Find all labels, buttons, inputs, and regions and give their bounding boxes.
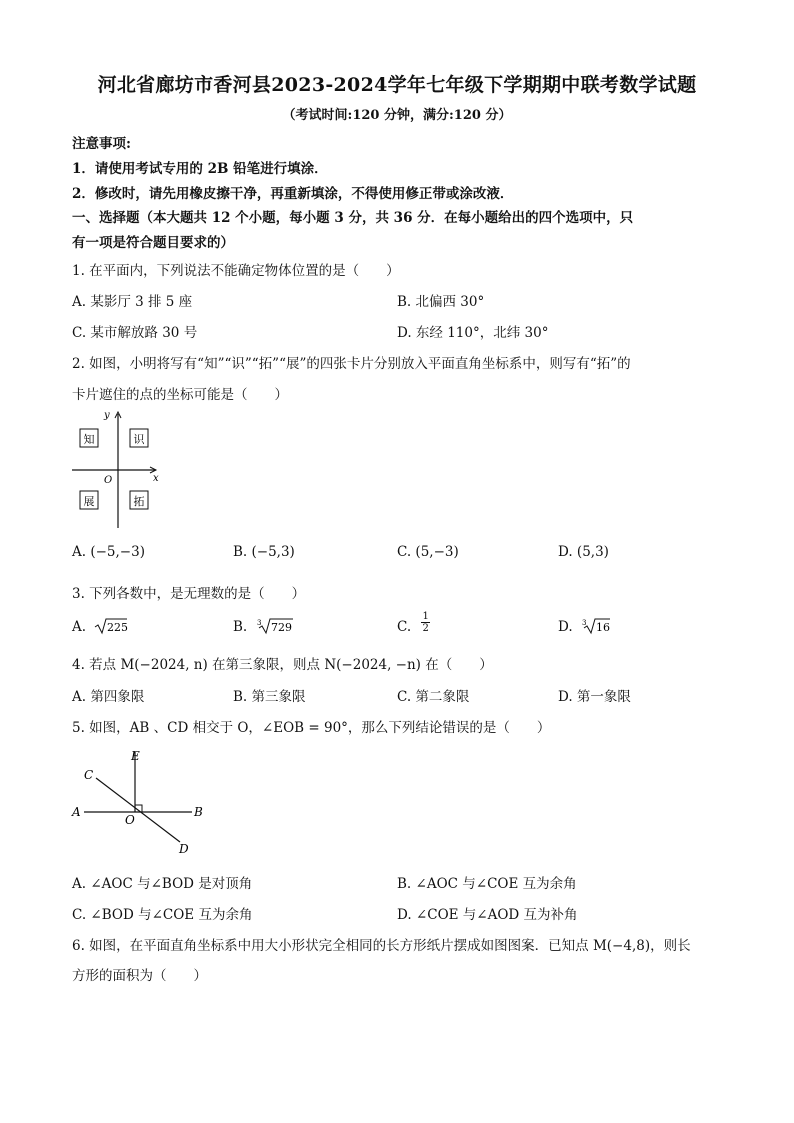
origin-label: O	[104, 475, 113, 486]
question-5-option-c: C. ∠BOD 与∠COE 互为余角	[72, 907, 253, 923]
section-heading-line-2: 有一项是符合题目要求的）	[72, 235, 234, 251]
question-2-stem-line-1: 2. 如图，小明将写有“知”“识”“拓”“展”的四张卡片分别放入平面直角坐标系中，则写有“拓”的	[72, 356, 631, 372]
point-c-label: C	[84, 768, 94, 782]
question-3-option-b	[233, 617, 294, 635]
question-4-option-b: B. 第三象限	[233, 689, 306, 705]
question-5-option-b: B. ∠AOC 与∠COE 互为余角	[397, 876, 577, 892]
question-4-option-d: D. 第一象限	[558, 689, 631, 705]
point-a-label: A	[72, 805, 81, 819]
card-shi: 识	[133, 433, 145, 446]
notice-heading: 注意事项:	[72, 136, 131, 152]
notice-item-1: 1．请使用考试专用的 2B 铅笔进行填涂．	[72, 161, 328, 177]
point-o-label: O	[125, 813, 135, 827]
question-3-stem: 3. 下列各数中，是无理数的是（ ）	[72, 586, 306, 602]
root-index: 3	[256, 619, 261, 627]
card-zhi: 知	[83, 433, 95, 446]
question-2-option-b: B. (−5,3)	[233, 544, 295, 560]
radicand: 225	[107, 621, 129, 634]
notice-item-2: 2．修改时，请先用橡皮擦干净，再重新填涂，不得使用修正带或涂改液．	[72, 186, 514, 202]
question-1-option-d: D. 东经 110°，北纬 30°	[397, 325, 549, 341]
cbrt-16	[581, 617, 611, 635]
question-1-option-c: C. 某市解放路 30 号	[72, 325, 198, 341]
point-b-label: B	[194, 805, 203, 819]
question-6-stem-line-2: 方形的面积为（ ）	[72, 968, 207, 984]
question-4-option-c: C. 第二象限	[397, 689, 470, 705]
section-heading-line-1: 一、选择题（本大题共 12 个小题，每小题 3 分，共 36 分．在每小题给出的四个选项中，只	[72, 210, 634, 226]
question-3-option-a	[72, 617, 128, 635]
question-5-stem: 5. 如图，AB 、CD 相交于 O，∠EOB = 90°，那么下列结论错误的是（ ）	[72, 720, 551, 736]
question-1-option-a: A. 某影厅 3 排 5 座	[72, 294, 193, 310]
option-letter: A.	[72, 619, 87, 635]
point-e-label: E	[131, 749, 140, 763]
question-1-stem: 1. 在平面内，下列说法不能确定物体位置的是（ ）	[72, 263, 400, 279]
root-index: 3	[581, 619, 587, 627]
page-subtitle: （考试时间:120 分钟，满分:120 分）	[282, 108, 512, 123]
card-zhan: 展	[83, 495, 95, 508]
question-2-stem-line-2: 卡片遮住的点的坐标可能是（ ）	[72, 387, 288, 403]
line-cd	[96, 778, 180, 842]
question-3-option-c	[397, 611, 430, 635]
y-axis-label: y	[104, 410, 110, 421]
question-3-option-d	[558, 617, 611, 635]
question-2-option-a: A. (−5,−3)	[72, 544, 145, 560]
question-5-figure	[68, 742, 218, 857]
question-5-option-a: A. ∠AOC 与∠BOD 是对顶角	[72, 876, 253, 892]
question-4-option-a: A. 第四象限	[72, 689, 145, 705]
option-letter: D.	[558, 619, 573, 635]
point-d-label: D	[179, 842, 189, 856]
cbrt-729	[256, 617, 294, 635]
question-2-option-d: D. (5,3)	[558, 544, 609, 560]
x-axis-label: x	[153, 473, 159, 484]
option-letter: C.	[397, 619, 412, 635]
card-tuo: 拓	[133, 495, 145, 508]
page-title: 河北省廊坊市香河县2023-2024学年七年级下学期期中联考数学试题	[97, 74, 697, 96]
numerator: 1	[422, 611, 429, 622]
radicand: 16	[595, 621, 610, 634]
question-6-stem-line-1: 6. 如图，在平面直角坐标系中用大小形状完全相同的长方形纸片摆成如图图案．已知点 M(−4,8)，则长	[72, 938, 691, 954]
sqrt-225	[94, 617, 128, 635]
question-2-figure	[68, 408, 168, 530]
fraction-one-half	[421, 611, 429, 634]
question-5-option-d: D. ∠COE 与∠AOD 互为补角	[397, 907, 578, 923]
question-1-option-b: B. 北偏西 30°	[397, 294, 485, 310]
radicand: 729	[270, 621, 292, 634]
denominator: 2	[422, 623, 429, 634]
question-2-option-c: C. (5,−3)	[397, 544, 459, 560]
option-letter: B.	[233, 619, 248, 635]
question-4-stem: 4. 若点 M(−2024, n) 在第三象限，则点 N(−2024, −n) 在（ ）	[72, 657, 493, 673]
